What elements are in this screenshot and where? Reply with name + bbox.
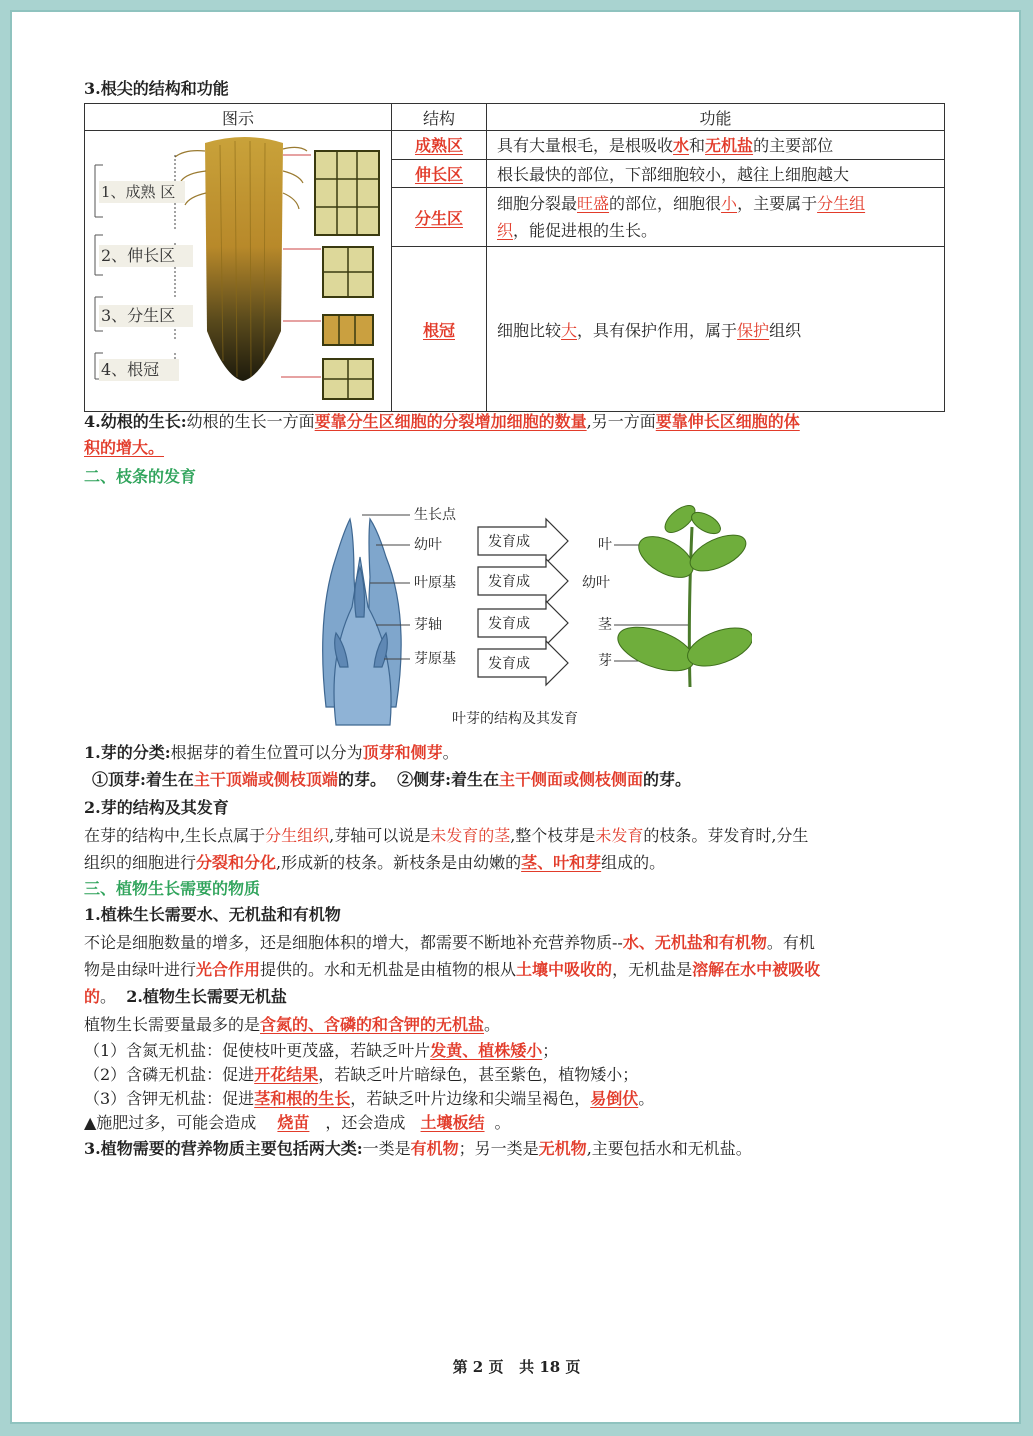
diagram-label-mature: 1、成熟 区 — [101, 183, 176, 201]
structure-meristem-zone: 分生区 — [392, 188, 487, 247]
diagram-label-rootcap: 4、根冠 — [101, 360, 160, 379]
minerals-intro: 植物生长需要量最多的是含氮的、含磷的和含钾的无机盐。 — [84, 1015, 501, 1034]
root-tip-table — [84, 103, 945, 412]
root-shape — [205, 137, 283, 381]
cell-insets — [315, 151, 379, 399]
bud-classification: 1.芽的分类:根据芽的着生位置可以分为顶芽和侧芽。 — [84, 743, 459, 762]
structure-mature-zone: 成熟区 — [392, 131, 487, 160]
root-growth-line1: 4.幼根的生长:幼根的生长一方面要靠分生区细胞的分裂增加细胞的数量,另一方面要靠伸长区细胞的体 — [84, 412, 800, 431]
diagram-label-elongation: 2、伸长区 — [101, 246, 176, 265]
svg-text:发育成: 发育成 — [488, 534, 530, 550]
root-tip-illustration — [85, 131, 391, 407]
substances-line3: 的。 2.植物生长需要无机盐 — [84, 987, 287, 1006]
svg-text:叶: 叶 — [598, 537, 612, 553]
svg-text:芽: 芽 — [598, 653, 612, 669]
nutrients-summary: 3.植物需要的营养物质主要包括两大类:一类是有机物；另一类是无机物,主要包括水和无机盐。 — [84, 1139, 752, 1158]
svg-text:叶原基: 叶原基 — [414, 575, 456, 591]
root-diagram-cell — [85, 131, 392, 412]
svg-text:生长点: 生长点 — [414, 507, 456, 523]
svg-text:发育成: 发育成 — [488, 656, 530, 672]
svg-text:发育成: 发育成 — [488, 616, 530, 632]
function-mature-zone: 具有大量根毛，是根吸收水和无机盐的主要部位 — [487, 131, 945, 160]
bud-structure-drawing — [323, 519, 401, 725]
plant-shoot-drawing — [612, 501, 752, 687]
diagram-label-meristem: 3、分生区 — [101, 306, 176, 325]
potassium-line: （3）含钾无机盐：促进茎和根的生长，若缺乏叶片边缘和尖端呈褐色，易倒伏。 — [84, 1089, 655, 1108]
bud-right-labels — [582, 537, 613, 669]
svg-text:幼叶: 幼叶 — [582, 575, 610, 591]
substances-line2: 物是由绿叶进行光合作用提供的。水和无机盐是由植物的根从土壤中吸收的，无机盐是溶解在水中被吸收 — [84, 960, 821, 979]
section-heading-substances: 三、植物生长需要的物质 — [84, 879, 261, 898]
table-header-diagram: 图示 — [85, 104, 392, 131]
svg-text:发育成: 发育成 — [488, 574, 530, 590]
svg-text:芽原基: 芽原基 — [414, 651, 456, 667]
svg-text:幼叶: 幼叶 — [414, 537, 442, 553]
bud-left-labels — [414, 506, 457, 667]
bud-structure-title: 2.芽的结构及其发育 — [84, 798, 229, 817]
table-header-structure: 结构 — [392, 104, 487, 131]
phosphorus-line: （2）含磷无机盐：促进开花结果，若缺乏叶片暗绿色，甚至紫色，植物矮小； — [84, 1065, 639, 1084]
bud-development-figure — [306, 497, 752, 733]
function-root-cap: 细胞比较大，具有保护作用，属于保护组织 — [487, 247, 945, 412]
root-growth-line2: 积的增大。 — [84, 438, 165, 457]
table-header-function: 功能 — [487, 104, 945, 131]
overfertilize-warning: ▲施肥过多，可能会造成 烧苗 ，还会造成 土壤板结 。 — [84, 1113, 511, 1132]
bud-structure-line1: 在芽的结构中,生长点属于分生组织,芽轴可以说是未发育的茎,整个枝芽是未发育的枝条。芽发育时,分生 — [84, 826, 809, 845]
figure-caption: 叶芽的结构及其发育 — [452, 711, 578, 727]
section-title-root-tip: 3.根尖的结构和功能 — [84, 79, 229, 98]
section-heading-branch: 二、枝条的发育 — [84, 467, 197, 486]
substances-title: 1.植株生长需要水、无机盐和有机物 — [84, 905, 341, 924]
bud-structure-line2: 组织的细胞进行分裂和分化,形成新的枝条。新枝条是由幼嫩的茎、叶和芽组成的。 — [84, 853, 666, 872]
structure-elongation-zone: 伸长区 — [392, 159, 487, 188]
bud-types: ①顶芽:着生在主干顶端或侧枝顶端的芽。 ②侧芽:着生在主干侧面或侧枝侧面的芽。 — [92, 770, 692, 789]
page-footer: 第 2 页 共 18 页 — [452, 1358, 581, 1376]
svg-text:芽轴: 芽轴 — [414, 617, 442, 633]
nitrogen-line: （1）含氮无机盐：促使枝叶更茂盛，若缺乏叶片发黄、植株矮小； — [84, 1041, 559, 1060]
function-meristem-zone: 细胞分裂最旺盛的部位，细胞很小，主要属于分生组 织，能促进根的生长。 — [487, 188, 945, 247]
substances-line1: 不论是细胞数量的增多，还是细胞体积的增大，都需要不断地补充营养物质--水、无机盐和有机物。有机 — [84, 933, 815, 952]
structure-root-cap: 根冠 — [392, 247, 487, 412]
svg-text:茎: 茎 — [598, 617, 612, 633]
function-elongation-zone: 根长最快的部位，下部细胞较小，越往上细胞越大 — [487, 159, 945, 188]
